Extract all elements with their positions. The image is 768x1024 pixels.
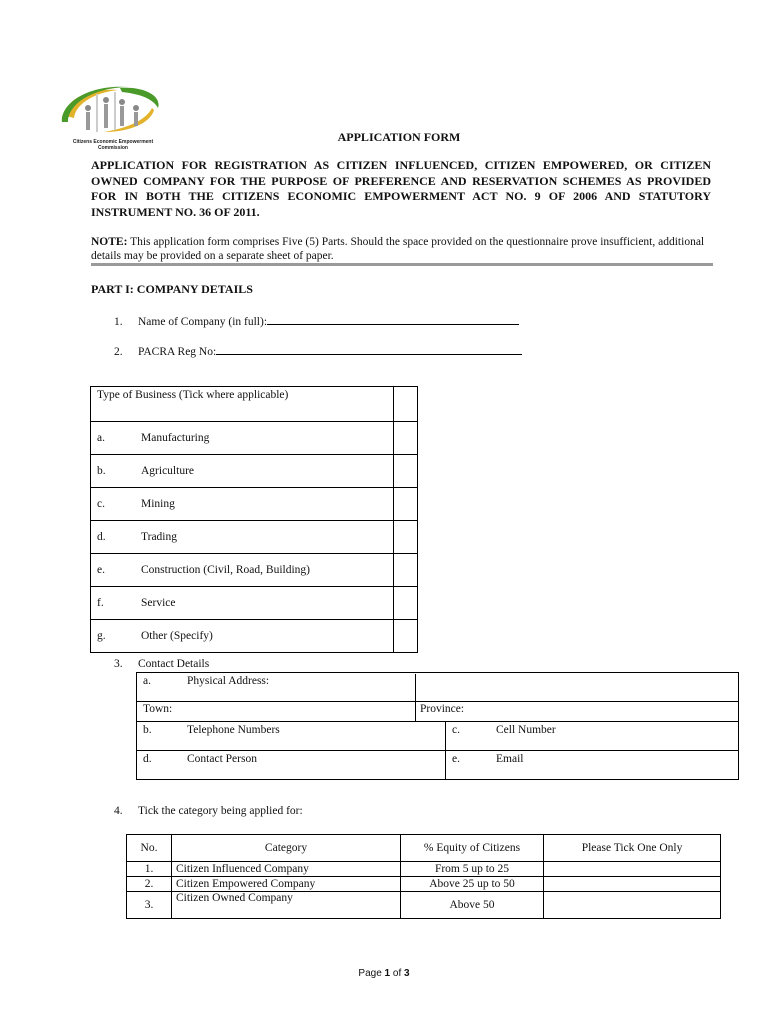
- item-letter: e.: [452, 753, 460, 765]
- business-label: Other (Specify): [141, 630, 213, 642]
- page-label: Page: [358, 968, 385, 979]
- item-letter: a.: [97, 432, 105, 444]
- table-row: [91, 554, 418, 587]
- item-letter: f.: [97, 597, 104, 609]
- business-label: Service: [141, 597, 176, 609]
- item-letter: b.: [97, 465, 106, 477]
- company-name-field[interactable]: [267, 313, 519, 325]
- physical-address-label: Physical Address:: [187, 675, 270, 687]
- table-row: [91, 488, 418, 521]
- tick-box[interactable]: [394, 521, 418, 554]
- category-name: Citizen Empowered Company: [172, 877, 401, 892]
- physical-address-field[interactable]: [137, 673, 739, 702]
- business-label: Construction (Civil, Road, Building): [141, 564, 310, 576]
- row-number: 1.: [127, 862, 172, 877]
- tick-box[interactable]: [394, 387, 418, 422]
- pacra-reg-field[interactable]: [216, 343, 522, 355]
- tick-box[interactable]: [394, 587, 418, 620]
- table-row: [127, 892, 721, 919]
- table-header-row: [127, 835, 721, 862]
- row-number: 2.: [127, 877, 172, 892]
- equity-range: Above 50: [401, 892, 544, 919]
- tick-box[interactable]: [544, 877, 721, 892]
- table-header-row: [91, 387, 418, 422]
- question-label: Contact Details: [138, 658, 210, 670]
- town-label: Town:: [143, 703, 173, 715]
- business-label: Trading: [141, 531, 177, 543]
- item-letter: g.: [97, 630, 106, 642]
- category-name: Citizen Influenced Company: [172, 862, 401, 877]
- form-purpose-heading: APPLICATION FOR REGISTRATION AS CITIZEN INFLUENCED, CITIZEN EMPOWERED, OR CITIZEN OWNED COMPANY FOR THE PURPOSE OF PREFERENCE AND RESERVATION SCHEMES AS PROVIDED FOR IN BOTH THE CITIZENS ECONOMIC EMPOWERMENT ACT NO. 9 OF 2006 AND STATUTORY INSTRUMENT NO. 36 OF 2011.: [91, 158, 711, 219]
- table-row: [91, 422, 418, 455]
- table-row: [91, 587, 418, 620]
- part-heading: PART I: COMPANY DETAILS: [91, 282, 253, 296]
- column-header: % Equity of Citizens: [401, 835, 544, 862]
- divider: [415, 674, 416, 722]
- question-category: [114, 805, 303, 817]
- page-footer: [0, 968, 768, 979]
- table-row: [91, 521, 418, 554]
- cell-number-field[interactable]: [446, 722, 739, 751]
- question-number: 2.: [114, 346, 123, 358]
- logo-text: Citizens Economic Empowerment Commission: [72, 139, 154, 151]
- category-name: Citizen Owned Company: [172, 892, 401, 919]
- column-header: No.: [127, 835, 172, 862]
- equity-range: From 5 up to 25: [401, 862, 544, 877]
- question-label: Name of Company (in full):: [138, 316, 268, 328]
- table-row: [127, 877, 721, 892]
- cell-number-label: Cell Number: [496, 724, 556, 736]
- tick-box[interactable]: [394, 620, 418, 653]
- of-label: of: [390, 968, 405, 979]
- table-row: [137, 702, 739, 722]
- tick-box[interactable]: [394, 455, 418, 488]
- business-label: Manufacturing: [141, 432, 210, 444]
- row-number: 3.: [127, 892, 172, 919]
- question-label: PACRA Reg No:: [138, 346, 217, 358]
- question-company-name: [114, 313, 519, 328]
- contact-person-label: Contact Person: [187, 753, 257, 765]
- question-contact-details: [114, 658, 209, 670]
- tick-box[interactable]: [394, 554, 418, 587]
- note-paragraph: [91, 235, 712, 263]
- item-letter: b.: [143, 724, 152, 736]
- province-label: Province:: [420, 703, 465, 715]
- business-label: Agriculture: [141, 465, 195, 477]
- form-title: APPLICATION FORM: [337, 130, 461, 144]
- table-row: [137, 673, 739, 702]
- telephone-label: Telephone Numbers: [187, 724, 280, 736]
- business-label: Mining: [141, 498, 175, 510]
- total-pages: 3: [404, 968, 410, 979]
- question-pacra-reg: [114, 343, 522, 358]
- table-row: [91, 620, 418, 653]
- item-letter: e.: [97, 564, 105, 576]
- item-letter: d.: [97, 531, 106, 543]
- table-row: [127, 862, 721, 877]
- email-label: Email: [496, 753, 524, 765]
- question-number: 1.: [114, 316, 123, 328]
- tick-box[interactable]: [394, 488, 418, 521]
- category-table: [126, 834, 721, 919]
- equity-range: Above 25 up to 50: [401, 877, 544, 892]
- note-text: This application form comprises Five (5) Parts. Should the space provided on the questionnaire prove insufficient, additional details may be provided on a separate sheet of paper.: [91, 236, 705, 262]
- telephone-field[interactable]: [137, 722, 446, 751]
- email-field[interactable]: [446, 751, 739, 780]
- town-province-field[interactable]: [137, 702, 739, 722]
- current-page: 1: [384, 968, 391, 979]
- item-letter: c.: [97, 498, 105, 510]
- contact-person-field[interactable]: [137, 751, 446, 780]
- question-number: 3.: [114, 658, 123, 670]
- table-row: [91, 455, 418, 488]
- column-header: Category: [172, 835, 401, 862]
- divider: [91, 263, 713, 266]
- item-letter: c.: [452, 724, 460, 736]
- table-row: [137, 722, 739, 751]
- tick-box[interactable]: [394, 422, 418, 455]
- tick-box[interactable]: [544, 862, 721, 877]
- business-type-header: Type of Business (Tick where applicable): [91, 387, 394, 422]
- column-header: Please Tick One Only: [544, 835, 721, 862]
- table-row: [137, 751, 739, 780]
- business-type-table: [90, 386, 418, 653]
- item-letter: a.: [143, 675, 151, 687]
- contact-details-table: [136, 672, 739, 780]
- item-letter: d.: [143, 753, 152, 765]
- question-number: 4.: [114, 805, 123, 817]
- question-label: Tick the category being applied for:: [138, 805, 303, 817]
- tick-box[interactable]: [544, 892, 721, 919]
- note-label: NOTE:: [91, 236, 128, 248]
